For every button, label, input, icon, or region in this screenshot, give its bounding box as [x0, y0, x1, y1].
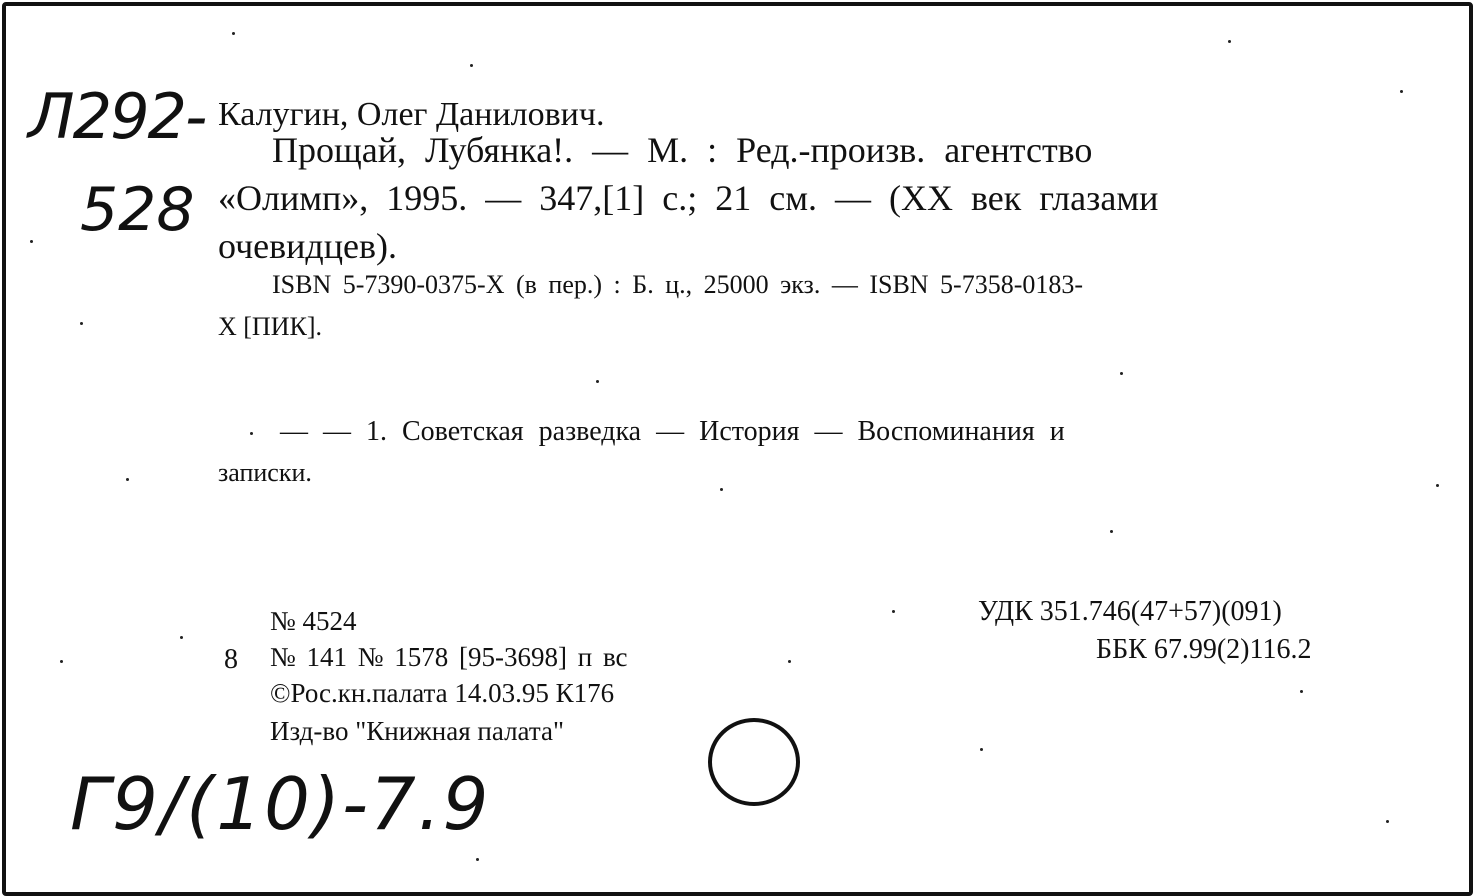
bbk-code: ББК 67.99(2)116.2 [1096, 634, 1312, 665]
title-line-1: Прощай, Лубянка!. — М. : Ред.-произв. агентство [272, 130, 1093, 170]
subject-line-1: — — 1. Советская разведка — История — Воспоминания и [280, 416, 1065, 447]
scan-speck [1300, 690, 1303, 693]
scan-speck [980, 748, 983, 751]
scan-speck [60, 660, 63, 663]
title-line-3: очевидцев). [218, 226, 397, 266]
registration-line: № 141 № 1578 [95-3698] п вс [270, 642, 628, 672]
card-count: 8 [224, 644, 238, 675]
subject-line-2: записки. [218, 458, 312, 487]
scan-speck [1110, 530, 1113, 533]
scan-speck [788, 660, 791, 663]
scan-speck [1400, 90, 1403, 93]
scan-speck [1436, 484, 1439, 487]
udc-code: УДК 351.746(47+57)(091) [978, 596, 1282, 627]
title-line-2: «Олимп», 1995. — 347,[1] с.; 21 см. — (XX век глазами [218, 178, 1159, 218]
handwritten-bottom-note: Г9/(10)-7.9 [70, 762, 491, 846]
handwritten-call-number-bottom: 528 [80, 175, 195, 245]
number-line: № 4524 [270, 606, 357, 636]
stamp-circle [708, 718, 800, 806]
handwritten-call-number-top: Л292- [28, 80, 206, 153]
scan-speck [596, 380, 599, 383]
scan-speck [180, 636, 183, 639]
publisher-line: Изд-во "Книжная палата" [270, 716, 564, 746]
scan-speck [892, 610, 895, 613]
scan-speck [30, 240, 33, 243]
scan-speck [476, 858, 479, 861]
scan-speck [1120, 372, 1123, 375]
copyright-line: ©Рос.кн.палата 14.03.95 К176 [270, 678, 615, 708]
scan-speck [720, 488, 723, 491]
author-heading: Калугин, Олег Данилович. [218, 96, 605, 133]
scan-speck [250, 432, 253, 435]
scan-speck [1386, 820, 1389, 823]
isbn-line-1: ISBN 5-7390-0375-X (в пер.) : Б. ц., 25000 экз. — ISBN 5-7358-0183- [272, 270, 1084, 299]
scan-speck [470, 64, 473, 67]
scan-speck [80, 322, 83, 325]
scan-speck [126, 478, 129, 481]
scan-speck [232, 32, 235, 35]
scan-speck [1228, 40, 1231, 43]
isbn-line-2: X [ПИК]. [218, 312, 322, 341]
